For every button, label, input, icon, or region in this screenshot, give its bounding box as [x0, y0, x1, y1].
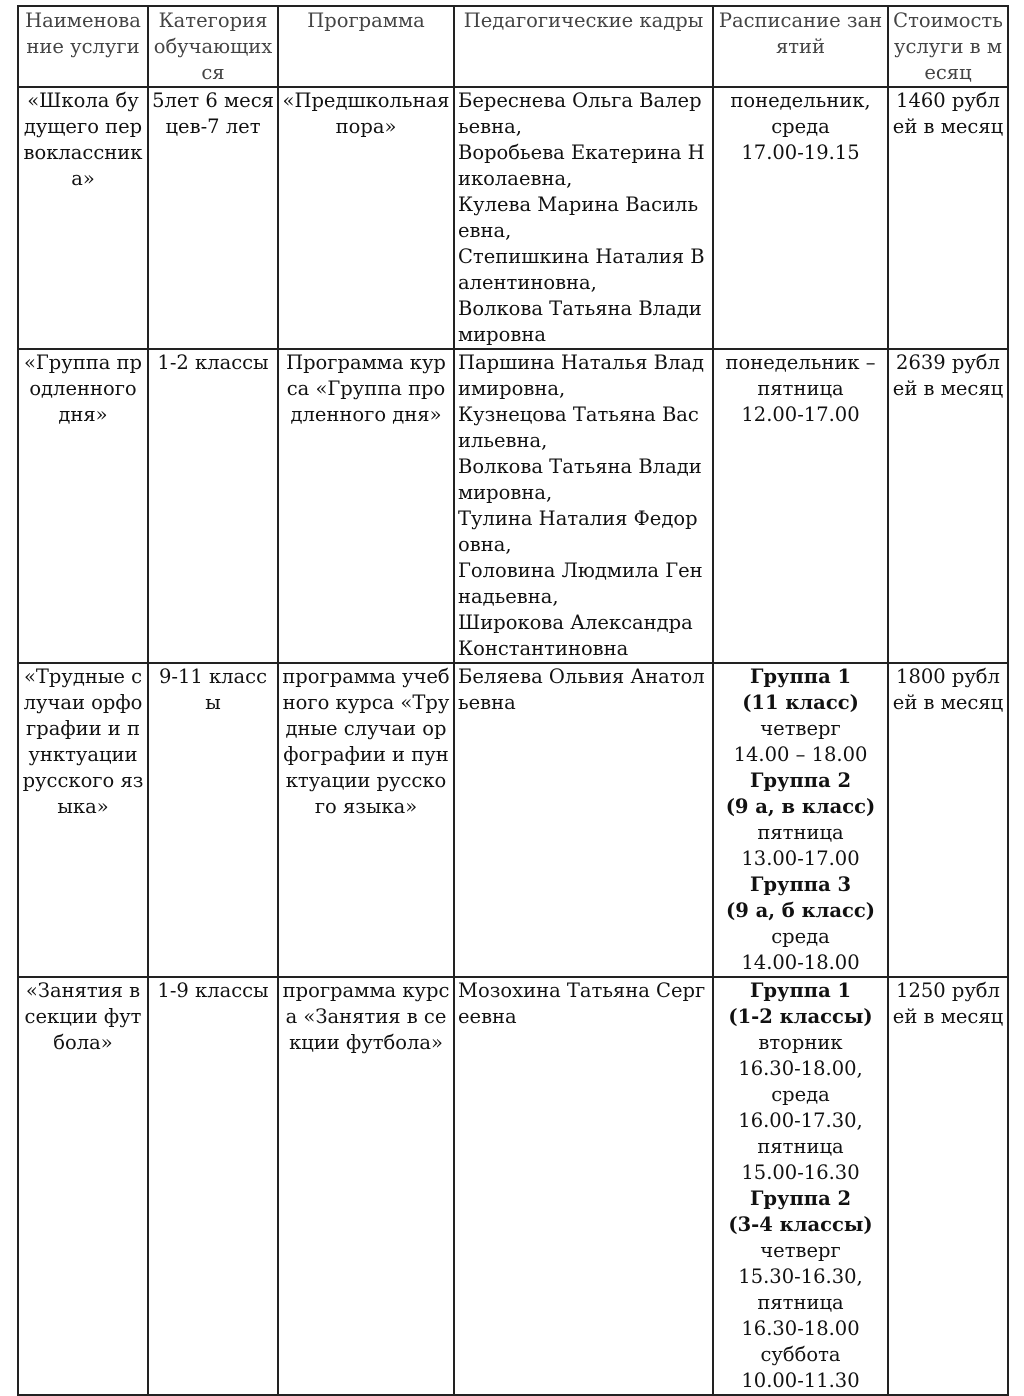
- teacher-name: Волкова Татьяна Владимировна: [458, 297, 702, 346]
- group-title: Группа 2: [749, 769, 852, 792]
- schedule-line: 15.00-16.30: [741, 1161, 860, 1184]
- schedule-line: четверг: [760, 717, 841, 740]
- program-cell: Программа курса «Группа продленного дня»: [278, 349, 454, 663]
- category-cell: 1-9 классы: [148, 977, 278, 1395]
- group-classes: (11 класс): [742, 691, 859, 714]
- group-title: Группа 2: [749, 1187, 852, 1210]
- group-title: Группа 3: [749, 873, 852, 896]
- schedule-line: понедельник –: [725, 351, 876, 374]
- teacher-name: Паршина Наталья Владимировна,: [458, 351, 704, 400]
- header-service-name: Наименование услуги: [18, 6, 148, 87]
- schedule-line: пятница: [757, 377, 844, 400]
- schedule-line: пятница: [757, 1135, 844, 1158]
- teacher-name: Головина Людмила Геннадьевна,: [458, 559, 703, 608]
- price-cell: 1460 рублей в месяц: [888, 87, 1008, 349]
- teachers-cell: [454, 349, 713, 663]
- schedule-line: 16.00-17.30,: [738, 1109, 863, 1132]
- schedule-cell: [713, 349, 888, 663]
- teachers-cell: [454, 977, 713, 1395]
- teacher-name: Степишкина Наталия Валентиновна,: [458, 245, 705, 294]
- header-schedule: Расписание занятий: [713, 6, 888, 87]
- program-cell: программа учебного курса «Трудные случаи орфографии и пунктуации русского языка»: [278, 663, 454, 977]
- teacher-name: Мозохина Татьяна Сергеевна: [458, 979, 706, 1028]
- group-classes: (1-2 классы): [728, 1005, 873, 1028]
- schedule-line: 14.00-18.00: [741, 951, 860, 974]
- table-row: [18, 977, 1008, 1395]
- schedule-line: пятница: [757, 1291, 844, 1314]
- group-classes: (3-4 классы): [728, 1213, 873, 1236]
- group-title: Группа 1: [749, 665, 852, 688]
- schedule-line: четверг: [760, 1239, 841, 1262]
- schedule-cell: [713, 87, 888, 349]
- price-cell: 1250 рублей в месяц: [888, 977, 1008, 1395]
- table-header-row: [18, 6, 1008, 87]
- group-classes: (9 а, в класс): [725, 795, 876, 818]
- header-category: Категория обучающихся: [148, 6, 278, 87]
- header-teachers: Педагогические кадры: [454, 6, 713, 87]
- schedule-line: 16.30-18.00,: [738, 1057, 863, 1080]
- table-row: [18, 663, 1008, 977]
- teacher-name: Широкова Александра Константиновна: [458, 611, 693, 660]
- schedule-line: 16.30-18.00: [741, 1317, 860, 1340]
- schedule-line: 14.00 – 18.00: [733, 743, 868, 766]
- services-table: [17, 5, 1009, 1396]
- schedule-line: вторник: [758, 1031, 843, 1054]
- header-price: Стоимость услуги в месяц: [888, 6, 1008, 87]
- group-classes: (9 а, б класс): [725, 899, 876, 922]
- program-cell: «Предшкольная пора»: [278, 87, 454, 349]
- service-name-cell: «Школа будущего первоклассника»: [18, 87, 148, 349]
- schedule-line: среда: [771, 925, 830, 948]
- service-name-cell: «Трудные случаи орфографии и пунктуации русского языка»: [18, 663, 148, 977]
- category-cell: 9-11 классы: [148, 663, 278, 977]
- schedule-line: понедельник,: [730, 89, 871, 112]
- teachers-cell: [454, 663, 713, 977]
- schedule-line: пятница: [757, 821, 844, 844]
- teacher-name: Волкова Татьяна Владимировна,: [458, 455, 702, 504]
- service-name-cell: «Группа продленного дня»: [18, 349, 148, 663]
- schedule-line: 10.00-11.30: [741, 1369, 860, 1392]
- table-row: [18, 349, 1008, 663]
- group-title: Группа 1: [749, 979, 852, 1002]
- category-cell: 1-2 классы: [148, 349, 278, 663]
- teachers-cell: [454, 87, 713, 349]
- schedule-line: суббота: [760, 1343, 841, 1366]
- schedule-cell: [713, 663, 888, 977]
- schedule-line: 12.00-17.00: [741, 403, 860, 426]
- teacher-name: Кузнецова Татьяна Васильевна,: [458, 403, 699, 452]
- table-row: [18, 87, 1008, 349]
- category-cell: 5лет 6 месяцев-7 лет: [148, 87, 278, 349]
- header-program: Программа: [278, 6, 454, 87]
- program-cell: программа курса «Занятия в секции футбола»: [278, 977, 454, 1395]
- schedule-line: среда: [771, 1083, 830, 1106]
- teacher-name: Беляева Ольвия Анатольевна: [458, 665, 705, 714]
- teacher-name: Береснева Ольга Валерьевна,: [458, 89, 702, 138]
- teacher-name: Тулина Наталия Федоровна,: [458, 507, 698, 556]
- price-cell: 2639 рублей в месяц: [888, 349, 1008, 663]
- schedule-line: 17.00-19.15: [741, 141, 860, 164]
- schedule-line: 13.00-17.00: [741, 847, 860, 870]
- teacher-name: Кулева Марина Васильевна,: [458, 193, 699, 242]
- teacher-name: Воробьева Екатерина Николаевна,: [458, 141, 705, 190]
- schedule-cell: [713, 977, 888, 1395]
- price-cell: 1800 рублей в месяц: [888, 663, 1008, 977]
- schedule-line: среда: [771, 115, 830, 138]
- service-name-cell: «Занятия в секции футбола»: [18, 977, 148, 1395]
- schedule-line: 15.30-16.30,: [738, 1265, 863, 1288]
